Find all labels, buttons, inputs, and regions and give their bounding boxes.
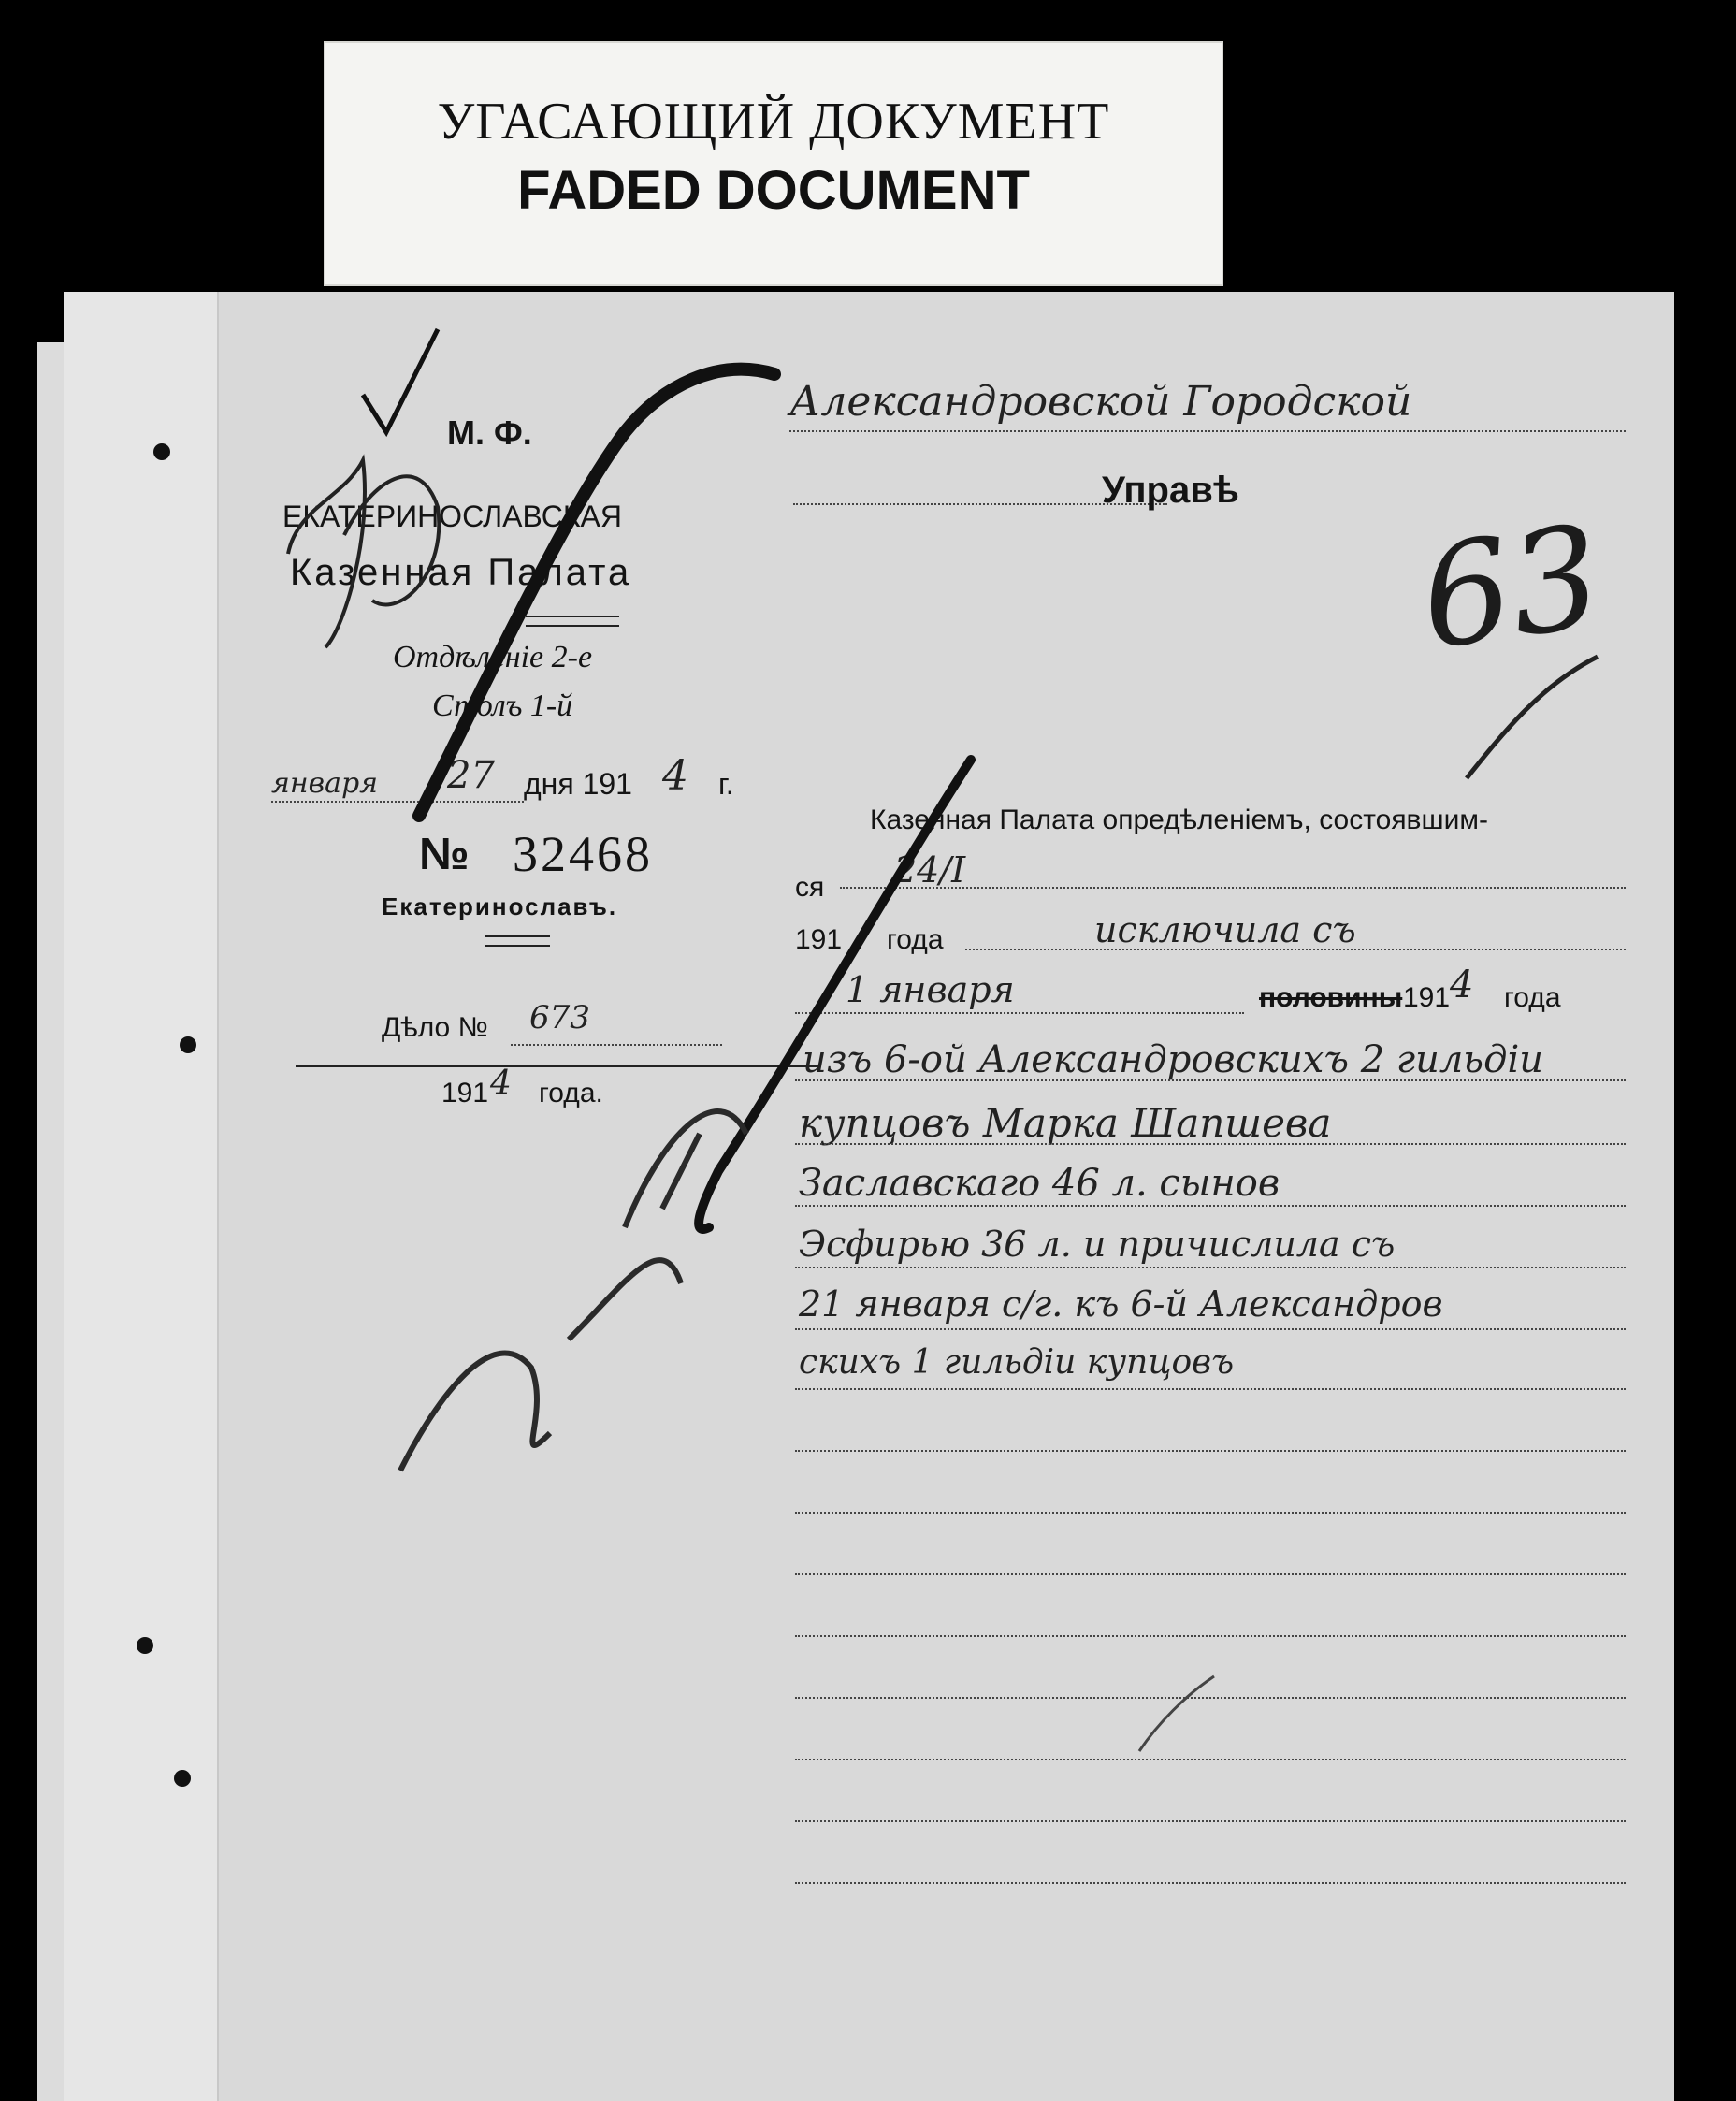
case-label: Дѣло № [382,1012,488,1043]
body-hand-2: 1 января [846,969,1015,1010]
date-year-hand: 4 [662,752,688,800]
check-mark [363,329,438,432]
body-year-prefix: 191 [795,924,843,955]
body-hand-4: купцовъ Марка Шапшева [799,1100,1332,1146]
body-hand-7: 21 января с/г. къ 6-й Александров [799,1283,1443,1325]
half-year-prefix: 191 [1403,982,1451,1013]
date-label: дня 191 [524,767,632,801]
body-hand-3: изъ 6-ой Александровскихъ 2 гильдіи [803,1038,1543,1081]
body-year-label: года [887,924,944,955]
faded-document-label [324,41,1223,286]
city-name: Екатеринославъ. [382,892,618,920]
diagonal-cancel-stroke [419,369,774,816]
body-hand-1: исключила съ [1094,909,1356,950]
case-year-suffix: года. [539,1078,603,1108]
page-number-hand: 63 [1410,495,1612,682]
date-suffix: г. [718,767,734,801]
case-year-prefix: 191 [441,1078,489,1108]
body-intro: Казенная Палата опредѣленіемъ, состоявшим- [870,804,1488,835]
outgoing-number: 32468 [513,826,653,882]
diagonal-cancel-stroke [699,760,971,1229]
case-year-hand: 4 [490,1065,512,1103]
diagonal-signature [400,1111,746,1471]
body-hand-8: скихъ 1 гильдіи купцовъ [799,1343,1235,1382]
body-hand-6: Эсфирью 36 л. и причислила съ [799,1224,1396,1265]
label-title-ru: УГАСАЮЩИЙ ДОКУМЕНТ [437,93,1110,151]
addressee-uprava: Управѣ [1102,470,1239,511]
label-title-en: FADED DOCUMENT [517,160,1030,221]
number-underline-stroke [1467,657,1598,778]
ministry-abbr: М. Ф. [447,413,532,452]
date-day-hand: 27 [447,754,495,797]
body-sia: ся [795,872,825,903]
region-name: ЕКАТЕРИНОСЛАВСКАЯ [282,500,622,533]
addressee-city-council: Александровской Городской [789,378,1412,426]
ink-strokes [64,292,1674,2101]
number-label: № [419,830,470,879]
case-number-hand: 673 [529,999,590,1036]
half-year-suffix: года [1504,982,1561,1013]
decision-date-hand: 24/I [894,849,966,891]
half-year-hand: 4 [1450,964,1474,1007]
date-month-hand: января [271,767,379,800]
office-name: Казенная Палата [290,552,632,593]
document-page [64,292,1674,2101]
desk-label: Столъ 1-й [432,688,573,723]
department-label: Отдѣленіе 2-е [393,640,593,674]
half-label: половины [1259,982,1403,1013]
margin-signature [288,460,439,647]
body-hand-5: Заславскаго 46 л. сынов [799,1162,1280,1205]
stray-mark [1139,1676,1214,1751]
